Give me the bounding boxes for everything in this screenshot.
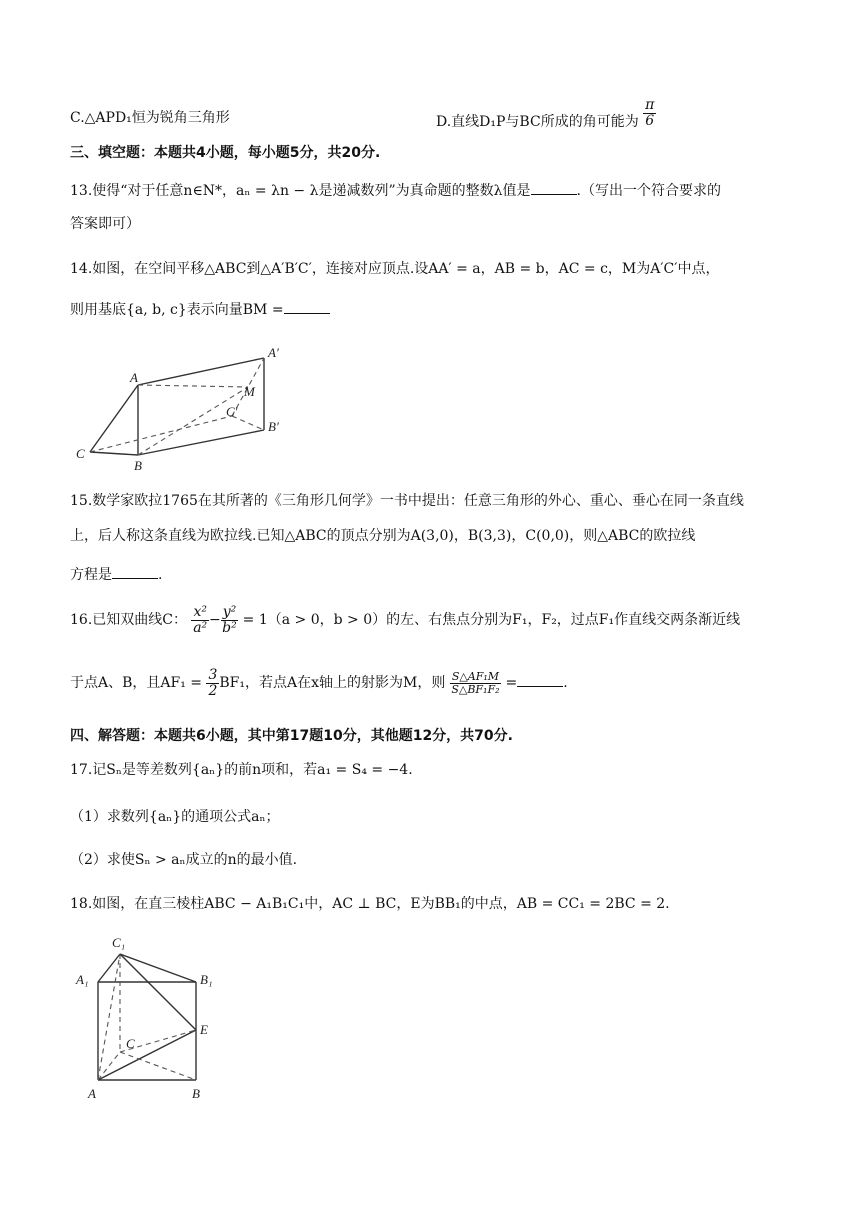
q16-frac-x — [191, 605, 209, 635]
q15-line3 — [70, 566, 162, 582]
q17-line1: 17.记Sₙ是等差数列{aₙ}的前n项和，若a₁ = S₄ = −4. — [70, 762, 413, 778]
q15-line2: 上，后人称这条直线为欧拉线.已知△ABC的顶点分别为A(3,0)，B(3,3)，C(0,0)，则△ABC的欧拉线 — [70, 528, 696, 544]
q14-line1: 14.如图，在空间平移△ABC到△A′B′C′，连接对应顶点.设AA′ = a，AB = b，AC = c，M为A′C′中点， — [70, 261, 720, 277]
q16-line2-end: . — [563, 675, 568, 692]
q16-suffix: （a > 0，b > 0）的左、右焦点分别为F₁，F₂，过点F₁作直线交两条渐近线 — [267, 612, 741, 629]
q16-answer-blank[interactable] — [517, 674, 563, 687]
q13-line1 — [70, 182, 721, 198]
q16-frac-x-den: a² — [193, 619, 208, 636]
fig14-label-m: M — [244, 384, 255, 399]
q16-line2-mid: BF₁，若点A在x轴上的射影为M，则 — [219, 675, 446, 692]
q16-line2 — [70, 668, 568, 698]
fig14-label-b-prime: B′ — [268, 419, 279, 434]
q13-tail: .（写出一个符合要求的 — [576, 183, 721, 199]
q16-frac-y — [221, 605, 239, 635]
option-c: C.△APD₁恒为锐角三角形 — [70, 110, 230, 126]
option-d — [436, 96, 656, 131]
q16-frac-y-num: y² — [222, 604, 237, 620]
q17-part2: （2）求使Sₙ > aₙ成立的n的最小值. — [70, 852, 298, 868]
q15-line1: 15.数学家欧拉1765在其所著的《三角形几何学》一书中提出：任意三角形的外心、重心、垂心在同一条直线 — [70, 493, 744, 509]
fig14-label-c: C — [76, 446, 85, 461]
q16-line1: 16.已知双曲线C： $\frac{\text{x²}}{\text{a²}}$ − $\frac{\text{y²}}{\text{b²}}$ = 1（a > 0，b > 0）的左、右焦点分别为F₁，F₂，过点F₁作直线交两条渐近线 — [70, 604, 741, 636]
q18-line1: 18.如图，在直三棱柱ABC − A₁B₁C₁中，AC ⊥ BC，E为BB₁的中点，AB = CC₁ = 2BC = 2. — [70, 896, 670, 912]
q16-area-ratio — [450, 671, 501, 695]
q16-frac4-num: S△AF₁M — [451, 670, 500, 684]
fig14-label-a-prime: A′ — [268, 345, 279, 360]
q16-frac-x-num: x² — [193, 604, 207, 620]
section4-title: 四、解答题：本题共6小题，其中第17题10分，其他题12分，共70分. — [70, 728, 513, 744]
q13-text: 13.使得“对于任意n∈N*，aₙ = λn − λ是递减数列”为真命题的整数λ值是 — [70, 183, 531, 199]
fig18-label-c: C — [126, 1036, 135, 1051]
q14-text: 则用基底{a, b, c}表示向量BM = — [70, 302, 284, 318]
q15-text: 方程是 — [70, 567, 112, 583]
q13-answer-blank[interactable] — [531, 182, 577, 195]
fig14-label-a: A — [130, 370, 138, 385]
q15-answer-blank[interactable] — [112, 566, 158, 579]
q16-line2-prefix: 于点A、B，且AF₁ = — [70, 675, 203, 692]
q16-eq-tail: = 1 — [238, 612, 268, 629]
fig18-label-c1: C₁ — [112, 935, 126, 950]
option-d-text: D.直线D₁P与BC所成的角可能为 — [436, 114, 639, 130]
option-d-frac-den: 6 — [645, 112, 655, 129]
fig18-label-b: B — [192, 1086, 200, 1101]
q14-line2 — [70, 301, 330, 317]
fig14-label-c-prime: C′ — [226, 404, 238, 419]
q14-prism-figure — [74, 340, 294, 475]
q16-line2-eq: = — [501, 675, 518, 692]
q15-tail: . — [158, 567, 163, 583]
q16-frac3-den: 2 — [208, 682, 218, 699]
q13-line2: 答案即可） — [70, 216, 140, 232]
fig18-label-a1: A₁ — [76, 972, 89, 987]
q16-frac-three-halves — [206, 668, 219, 698]
fig18-label-b1: B₁ — [200, 972, 213, 987]
q16-frac3-num: 3 — [208, 667, 218, 683]
option-d-frac-num: π — [645, 96, 655, 113]
fig18-label-e: E — [200, 1022, 208, 1037]
q14-answer-blank[interactable] — [284, 301, 330, 314]
option-d-fraction — [643, 98, 656, 128]
q18-prism-figure — [74, 930, 224, 1105]
section3-title: 三、填空题：本题共4小题，每小题5分，共20分. — [70, 145, 381, 161]
q16-prefix: 16.已知双曲线C： — [70, 612, 187, 629]
fig14-label-b: B — [134, 458, 142, 473]
q16-frac4-den: S△BF₁F₂ — [451, 682, 500, 696]
q17-part1: （1）求数列{aₙ}的通项公式aₙ； — [70, 809, 280, 825]
q16-frac-y-den: b² — [222, 619, 237, 636]
fig18-label-a: A — [88, 1086, 96, 1101]
